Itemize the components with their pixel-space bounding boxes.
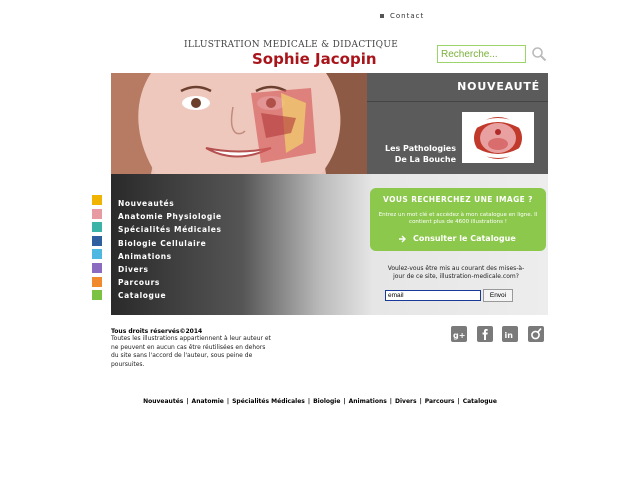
menu-square [92, 277, 102, 287]
menu-square [92, 195, 102, 205]
menu-item-biologie[interactable]: Biologie Cellulaire [118, 238, 207, 248]
linkedin-icon[interactable] [502, 326, 518, 342]
main-menu [118, 197, 222, 303]
menu-square [92, 263, 102, 273]
svg-text:in: in [504, 331, 513, 340]
news-divider [367, 101, 548, 102]
newsletter-text: Voulez-vous être mis au courant des mises-à-jour de ce site, illustration-medicale.com? [387, 265, 525, 280]
newsletter-email-input[interactable] [385, 290, 481, 301]
bullet-icon [380, 14, 384, 18]
footer-link-nouveautes[interactable]: Nouveautés [143, 398, 184, 405]
footer-link-biologie[interactable]: Biologie [313, 398, 341, 405]
footer-link-specialites[interactable]: Spécialités Médicales [232, 398, 305, 405]
menu-square [92, 249, 102, 259]
footer-link-animations[interactable]: Animations [348, 398, 387, 405]
menu-item-anatomie[interactable]: Anatomie Physiologie [118, 212, 222, 222]
contact-link[interactable] [380, 12, 424, 20]
catalogue-link-label: Consulter le Catalogue [413, 234, 516, 243]
logo-tagline[interactable]: ILLUSTRATION MEDICALE & DIDACTIQUE [184, 40, 399, 50]
arrow-right-icon [399, 235, 407, 243]
catalogue-box-title: VOUS RECHERCHEZ UNE IMAGE ? [383, 195, 533, 204]
google-plus-icon[interactable] [451, 326, 467, 342]
catalogue-box-text: Entrez un mot clé et accédez à mon catalogue en ligne. Il contient plus de 4600 illustrations ! [378, 212, 538, 225]
viadeo-icon[interactable] [528, 326, 544, 342]
face-anatomy-illustration [111, 73, 367, 174]
catalogue-link[interactable] [399, 234, 516, 243]
menu-square [92, 236, 102, 246]
mouth-thumbnail[interactable] [462, 112, 534, 163]
facebook-icon[interactable] [477, 326, 493, 342]
menu-item-catalogue[interactable]: Catalogue [118, 291, 167, 301]
news-title: NOUVEAUTÉ [457, 80, 540, 93]
menu-square [92, 290, 102, 300]
footer-nav: Nouveautés | Anatomie | Spécialités Médicales | Biologie | Animations | Divers | Parcours | Catalogue [143, 398, 497, 405]
logo-name[interactable]: Sophie Jacopin [252, 50, 377, 68]
open-mouth-illustration [462, 112, 534, 163]
news-caption[interactable]: Les Pathologies De La Bouche [384, 144, 456, 164]
copyright-title: Tous droits réservés©2014 [111, 328, 203, 335]
menu-color-squares [92, 195, 103, 304]
footer-link-catalogue[interactable]: Catalogue [462, 398, 497, 405]
newsletter-submit-button[interactable]: Envoi [483, 289, 513, 302]
menu-item-specialites[interactable]: Spécialités Médicales [118, 225, 222, 235]
menu-item-nouveautes[interactable]: Nouveautés [118, 199, 175, 208]
menu-item-parcours[interactable]: Parcours [118, 278, 160, 288]
footer-link-parcours[interactable]: Parcours [424, 398, 455, 405]
footer-link-anatomie[interactable]: Anatomie [191, 398, 224, 405]
copyright-text: Toutes les illustrations appartiennent à leur auteur et ne peuvent en aucun cas être réutilisées en dehors du site sans l'accord de l'auteur, sous peine de poursuites. [111, 335, 271, 368]
contact-label: Contact [390, 12, 425, 20]
search-input[interactable] [437, 45, 526, 63]
menu-square [92, 222, 102, 232]
menu-square [92, 209, 102, 219]
hero-illustration[interactable] [111, 73, 367, 174]
footer-link-divers[interactable]: Divers [395, 398, 417, 405]
menu-item-animations[interactable]: Animations [118, 251, 172, 261]
search-icon[interactable] [531, 46, 547, 62]
svg-text:g+: g+ [453, 331, 466, 340]
menu-item-divers[interactable]: Divers [118, 264, 149, 274]
